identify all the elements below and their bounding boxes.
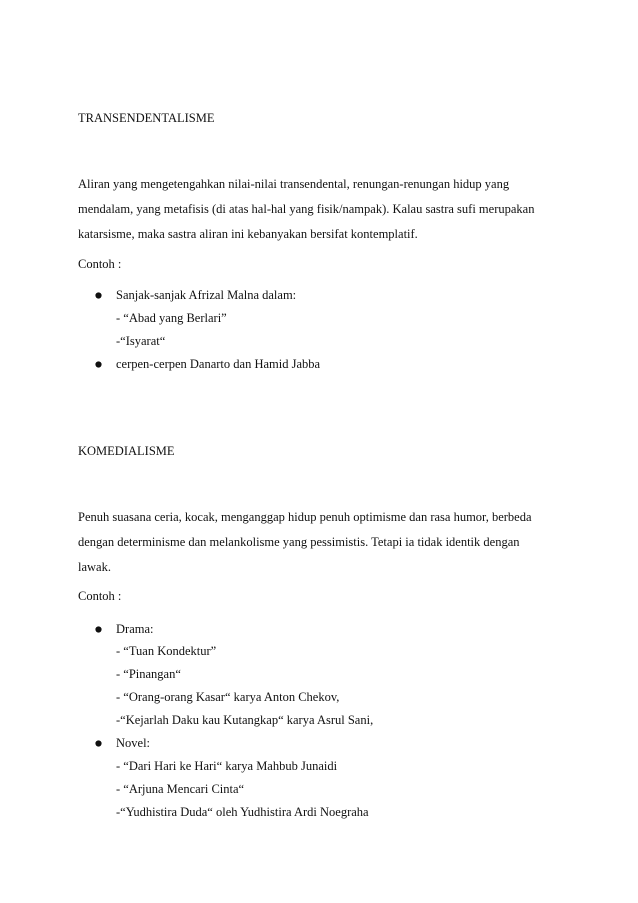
list-item: Sanjak-sanjak Afrizal Malna dalam: [116, 288, 297, 302]
list-sub-item: -“Isyarat“ [116, 334, 166, 348]
list-sub-item: -“Yudhistira Duda“ oleh Yudhistira Ardi Noegraha [116, 805, 369, 819]
bullet-icon [96, 741, 101, 746]
paragraph-line: Aliran yang mengetengahkan nilai-nilai transendental, renungan-renungan hidup yang [78, 177, 510, 191]
paragraph-line: lawak. [78, 560, 111, 574]
list-item: cerpen-cerpen Danarto dan Hamid Jabba [116, 357, 321, 371]
paragraph-line: dengan determinisme dan melankolisme yang pessimistis. Tetapi ia tidak identik dengan [78, 535, 520, 549]
list-sub-item: - “Dari Hari ke Hari“ karya Mahbub Junaidi [116, 759, 338, 773]
paragraph-line: Penuh suasana ceria, kocak, menganggap hidup penuh optimisme dan rasa humor, berbeda [78, 510, 532, 524]
bullet-icon [96, 362, 101, 367]
section-heading-transendentalisme: TRANSENDENTALISME [78, 111, 215, 125]
list-sub-item: - “Tuan Kondektur” [116, 644, 217, 658]
example-label: Contoh : [78, 589, 122, 603]
list-item: Novel: [116, 736, 151, 750]
list-sub-item: - “Abad yang Berlari” [116, 311, 227, 325]
bullet-icon [96, 293, 101, 298]
list-sub-item: -“Kejarlah Daku kau Kutangkap“ karya Asrul Sani, [116, 713, 374, 727]
example-label: Contoh : [78, 257, 122, 271]
paragraph-line: katarsisme, maka sastra aliran ini kebanyakan bersifat kontemplatif. [78, 227, 418, 241]
list-sub-item: - “Pinangan“ [116, 667, 181, 681]
list-sub-item: - “Arjuna Mencari Cinta“ [116, 782, 245, 796]
bullet-icon [96, 627, 101, 632]
section-heading-komedialisme: KOMEDIALISME [78, 444, 175, 458]
list-item: Drama: [116, 622, 154, 636]
list-sub-item: - “Orang-orang Kasar“ karya Anton Chekov, [116, 690, 340, 704]
paragraph-line: mendalam, yang metafisis (di atas hal-hal yang fisik/nampak). Kalau sastra sufi merupakan [78, 202, 535, 216]
